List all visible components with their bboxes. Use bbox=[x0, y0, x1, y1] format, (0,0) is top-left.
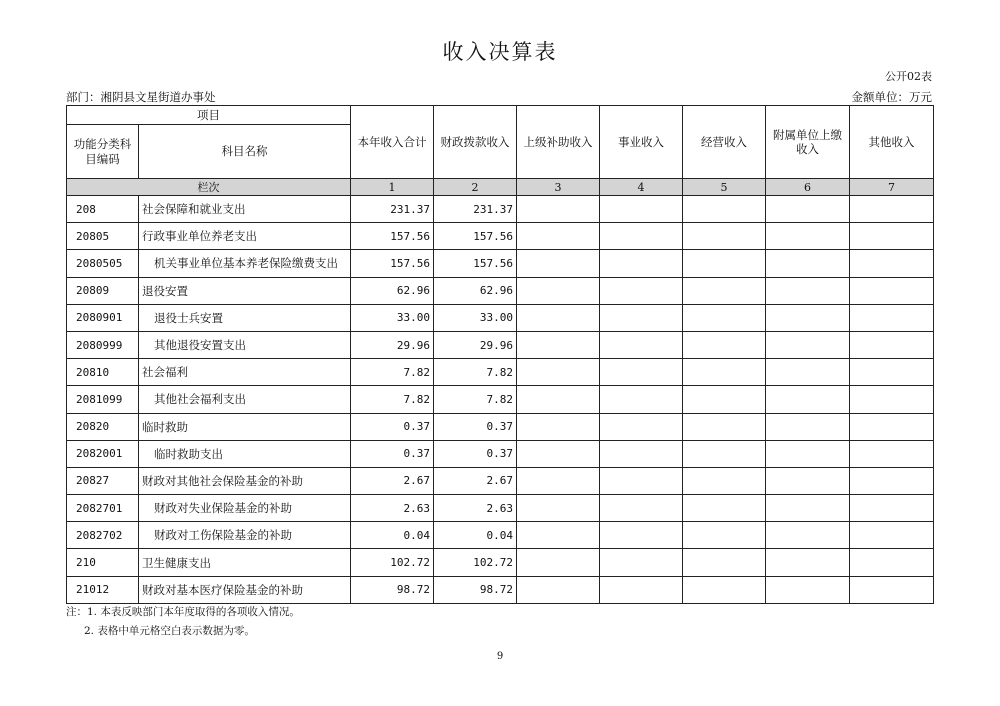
row-fiscal: 29.96 bbox=[434, 331, 517, 358]
row-superior bbox=[517, 467, 600, 494]
row-code: 2080505 bbox=[67, 250, 139, 277]
row-affiliated bbox=[766, 576, 850, 603]
table-row bbox=[67, 413, 934, 440]
row-operating bbox=[683, 549, 766, 576]
row-affiliated bbox=[766, 467, 850, 494]
row-total: 2.67 bbox=[351, 467, 434, 494]
row-business bbox=[600, 196, 683, 223]
row-operating bbox=[683, 386, 766, 413]
row-other bbox=[850, 250, 934, 277]
row-name: 退役安置 bbox=[139, 277, 351, 304]
row-superior bbox=[517, 304, 600, 331]
row-affiliated bbox=[766, 495, 850, 522]
table-row bbox=[67, 495, 934, 522]
row-name: 财政对基本医疗保险基金的补助 bbox=[139, 576, 351, 603]
row-operating bbox=[683, 359, 766, 386]
index-cell: 5 bbox=[683, 179, 766, 196]
row-operating bbox=[683, 522, 766, 549]
index-cell: 3 bbox=[517, 179, 600, 196]
row-other bbox=[850, 277, 934, 304]
row-other bbox=[850, 576, 934, 603]
row-operating bbox=[683, 250, 766, 277]
row-name: 机关事业单位基本养老保险缴费支出 bbox=[139, 250, 351, 277]
row-business bbox=[600, 576, 683, 603]
table-row bbox=[67, 196, 934, 223]
row-operating bbox=[683, 196, 766, 223]
row-code: 20827 bbox=[67, 467, 139, 494]
row-affiliated bbox=[766, 359, 850, 386]
row-total: 157.56 bbox=[351, 250, 434, 277]
row-other bbox=[850, 386, 934, 413]
row-superior bbox=[517, 223, 600, 250]
row-total: 0.04 bbox=[351, 522, 434, 549]
row-total: 157.56 bbox=[351, 223, 434, 250]
row-fiscal: 33.00 bbox=[434, 304, 517, 331]
index-cell: 2 bbox=[434, 179, 517, 196]
row-fiscal: 0.04 bbox=[434, 522, 517, 549]
table-row bbox=[67, 331, 934, 358]
row-business bbox=[600, 277, 683, 304]
row-fiscal: 157.56 bbox=[434, 250, 517, 277]
row-business bbox=[600, 331, 683, 358]
row-other bbox=[850, 223, 934, 250]
row-other bbox=[850, 196, 934, 223]
row-business bbox=[600, 359, 683, 386]
row-fiscal: 2.63 bbox=[434, 495, 517, 522]
row-superior bbox=[517, 549, 600, 576]
row-operating bbox=[683, 413, 766, 440]
row-name: 临时救助 bbox=[139, 413, 351, 440]
row-total: 2.63 bbox=[351, 495, 434, 522]
row-superior bbox=[517, 359, 600, 386]
table-row bbox=[67, 522, 934, 549]
row-code: 208 bbox=[67, 196, 139, 223]
row-other bbox=[850, 304, 934, 331]
table-row bbox=[67, 549, 934, 576]
row-business bbox=[600, 223, 683, 250]
row-total: 7.82 bbox=[351, 359, 434, 386]
row-name: 其他社会福利支出 bbox=[139, 386, 351, 413]
row-name: 社会福利 bbox=[139, 359, 351, 386]
row-business bbox=[600, 250, 683, 277]
row-name: 临时救助支出 bbox=[139, 440, 351, 467]
item-group-header: 项目 bbox=[67, 106, 351, 125]
row-business bbox=[600, 549, 683, 576]
col-header-other: 其他收入 bbox=[850, 106, 934, 179]
row-operating bbox=[683, 576, 766, 603]
notes bbox=[66, 603, 300, 641]
code-col-header: 功能分类科目编码 bbox=[67, 125, 139, 179]
row-total: 62.96 bbox=[351, 277, 434, 304]
row-other bbox=[850, 359, 934, 386]
row-superior bbox=[517, 413, 600, 440]
row-affiliated bbox=[766, 440, 850, 467]
col-header-operating: 经营收入 bbox=[683, 106, 766, 179]
row-code: 2080999 bbox=[67, 331, 139, 358]
income-table bbox=[66, 105, 934, 604]
row-superior bbox=[517, 440, 600, 467]
row-code: 20809 bbox=[67, 277, 139, 304]
col-header-superior: 上级补助收入 bbox=[517, 106, 600, 179]
table-row bbox=[67, 386, 934, 413]
row-business bbox=[600, 495, 683, 522]
row-name: 财政对工伤保险基金的补助 bbox=[139, 522, 351, 549]
row-business bbox=[600, 386, 683, 413]
row-superior bbox=[517, 522, 600, 549]
row-fiscal: 231.37 bbox=[434, 196, 517, 223]
index-cell: 1 bbox=[351, 179, 434, 196]
amount-unit-label: 金额单位：万元 bbox=[851, 90, 932, 104]
page-number: 9 bbox=[496, 651, 504, 662]
row-name: 行政事业单位养老支出 bbox=[139, 223, 351, 250]
row-other bbox=[850, 522, 934, 549]
col-header-total: 本年收入合计 bbox=[351, 106, 434, 179]
table-row bbox=[67, 440, 934, 467]
row-fiscal: 0.37 bbox=[434, 440, 517, 467]
row-affiliated bbox=[766, 331, 850, 358]
row-business bbox=[600, 440, 683, 467]
name-col-header: 科目名称 bbox=[139, 125, 351, 179]
row-operating bbox=[683, 495, 766, 522]
row-name: 财政对失业保险基金的补助 bbox=[139, 495, 351, 522]
row-other bbox=[850, 549, 934, 576]
table-row bbox=[67, 277, 934, 304]
row-business bbox=[600, 467, 683, 494]
row-code: 210 bbox=[67, 549, 139, 576]
row-affiliated bbox=[766, 250, 850, 277]
row-name: 其他退役安置支出 bbox=[139, 331, 351, 358]
row-fiscal: 157.56 bbox=[434, 223, 517, 250]
row-other bbox=[850, 467, 934, 494]
row-fiscal: 0.37 bbox=[434, 413, 517, 440]
row-name: 财政对其他社会保险基金的补助 bbox=[139, 467, 351, 494]
row-name: 社会保障和就业支出 bbox=[139, 196, 351, 223]
row-other bbox=[850, 440, 934, 467]
row-affiliated bbox=[766, 413, 850, 440]
form-number: 公开02表 bbox=[885, 70, 932, 83]
table-row bbox=[67, 304, 934, 331]
row-affiliated bbox=[766, 386, 850, 413]
row-operating bbox=[683, 223, 766, 250]
row-superior bbox=[517, 196, 600, 223]
row-superior bbox=[517, 386, 600, 413]
row-affiliated bbox=[766, 277, 850, 304]
table-row bbox=[67, 250, 934, 277]
row-other bbox=[850, 413, 934, 440]
col-header-business: 事业收入 bbox=[600, 106, 683, 179]
col-header-fiscal: 财政拨款收入 bbox=[434, 106, 517, 179]
table-row bbox=[67, 359, 934, 386]
row-other bbox=[850, 495, 934, 522]
row-business bbox=[600, 413, 683, 440]
col-header-affiliated: 附属单位上缴收入 bbox=[766, 106, 850, 179]
table-row bbox=[67, 467, 934, 494]
row-code: 20810 bbox=[67, 359, 139, 386]
row-fiscal: 7.82 bbox=[434, 386, 517, 413]
row-other bbox=[850, 331, 934, 358]
row-total: 7.82 bbox=[351, 386, 434, 413]
index-cell: 4 bbox=[600, 179, 683, 196]
row-code: 20805 bbox=[67, 223, 139, 250]
row-superior bbox=[517, 331, 600, 358]
row-name: 退役士兵安置 bbox=[139, 304, 351, 331]
row-superior bbox=[517, 576, 600, 603]
row-superior bbox=[517, 250, 600, 277]
row-superior bbox=[517, 495, 600, 522]
row-operating bbox=[683, 331, 766, 358]
row-fiscal: 98.72 bbox=[434, 576, 517, 603]
row-total: 0.37 bbox=[351, 413, 434, 440]
row-name: 卫生健康支出 bbox=[139, 549, 351, 576]
row-total: 0.37 bbox=[351, 440, 434, 467]
row-operating bbox=[683, 304, 766, 331]
row-total: 102.72 bbox=[351, 549, 434, 576]
row-code: 2080901 bbox=[67, 304, 139, 331]
row-fiscal: 102.72 bbox=[434, 549, 517, 576]
row-business bbox=[600, 522, 683, 549]
index-label: 栏次 bbox=[67, 179, 351, 196]
row-total: 33.00 bbox=[351, 304, 434, 331]
row-operating bbox=[683, 467, 766, 494]
page-title: 收入决算表 bbox=[442, 40, 558, 64]
row-total: 231.37 bbox=[351, 196, 434, 223]
row-total: 29.96 bbox=[351, 331, 434, 358]
note-2: 2. 表格中单元格空白表示数据为零。 bbox=[84, 625, 255, 637]
index-cell: 6 bbox=[766, 179, 850, 196]
row-operating bbox=[683, 440, 766, 467]
row-code: 2082701 bbox=[67, 495, 139, 522]
row-total: 98.72 bbox=[351, 576, 434, 603]
row-code: 2082001 bbox=[67, 440, 139, 467]
row-fiscal: 2.67 bbox=[434, 467, 517, 494]
index-row bbox=[67, 179, 934, 196]
table-row bbox=[67, 223, 934, 250]
index-cell: 7 bbox=[850, 179, 934, 196]
row-affiliated bbox=[766, 196, 850, 223]
row-affiliated bbox=[766, 522, 850, 549]
department-label: 部门：湘阴县文星街道办事处 bbox=[66, 90, 216, 104]
note-1: 注：1. 本表反映部门本年度取得的各项收入情况。 bbox=[66, 606, 300, 618]
row-affiliated bbox=[766, 549, 850, 576]
row-business bbox=[600, 304, 683, 331]
row-code: 2081099 bbox=[67, 386, 139, 413]
row-affiliated bbox=[766, 304, 850, 331]
row-code: 20820 bbox=[67, 413, 139, 440]
row-fiscal: 62.96 bbox=[434, 277, 517, 304]
table-row bbox=[67, 576, 934, 603]
row-fiscal: 7.82 bbox=[434, 359, 517, 386]
row-code: 21012 bbox=[67, 576, 139, 603]
row-affiliated bbox=[766, 223, 850, 250]
row-code: 2082702 bbox=[67, 522, 139, 549]
row-superior bbox=[517, 277, 600, 304]
row-operating bbox=[683, 277, 766, 304]
